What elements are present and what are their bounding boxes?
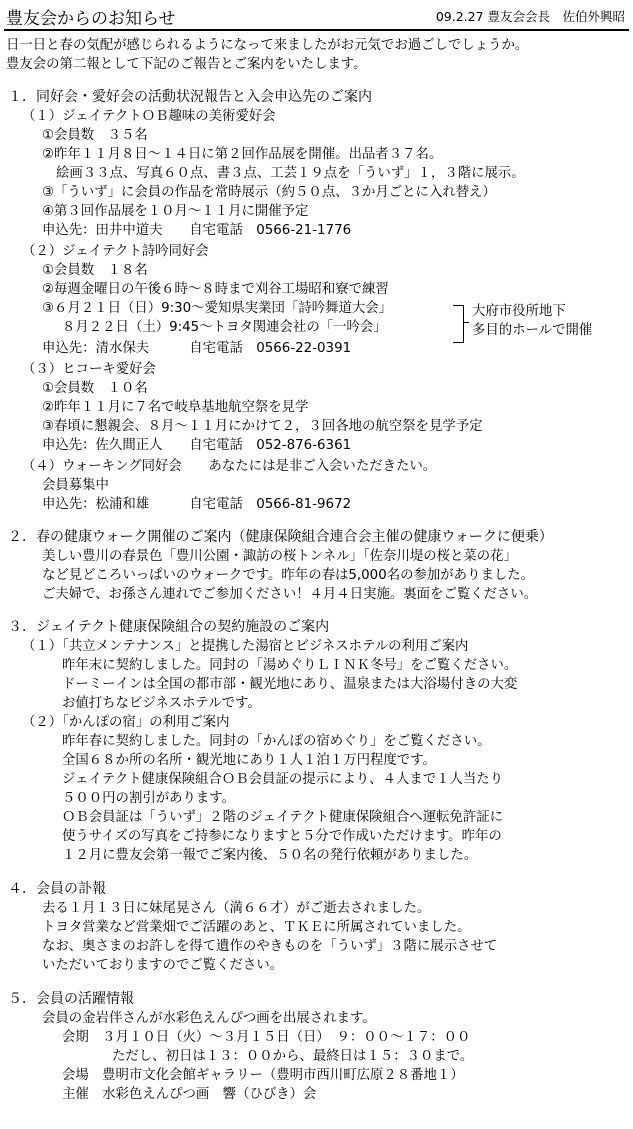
section-heading: １．同好会・愛好会の活動状況報告と入会申込先のご案内: [8, 89, 372, 105]
text-line: 会員の金岩伴さんが水彩色えんぴつ画を出展されます。: [42, 1011, 376, 1026]
text-line: 去る１月１３日に妹尾晃さん（満６６才）がご逝去されました。: [42, 901, 431, 916]
text-line: ②昨年１１月８日～１４日に第２回作品展を開催。出品者３７名。: [42, 147, 443, 162]
text-line: ドーミーインは全国の都市部・観光地にあり、温泉または大浴場付きの大変: [62, 677, 518, 692]
text-line: ８月２２日（土）9:45～トヨタ関連会社の「一吟会」: [62, 320, 387, 335]
text-line: 美しい豊川の春景色「豊川公園・諏訪の桜トンネル」「佐奈川堤の桜と菜の花」: [42, 549, 517, 564]
text-line: など見どころいっぱいのウォークです。昨年の春は5,000名の参加がありました。: [42, 568, 535, 583]
text-line: 会員募集中: [42, 478, 109, 493]
text-line: ①会員数 １０名: [42, 381, 148, 396]
text-line: 申込先：松浦和雄 自宅電話 0566-81-9672: [42, 497, 352, 512]
text-line: 豊友会の第二報として下記のご報告とご案内をいたします。: [6, 57, 367, 72]
text-line: 申込先：佐久間正人 自宅電話 052-876-6361: [42, 438, 352, 453]
text-line: ②毎週金曜日の午後６時～８時まで刈谷工場昭和寮で練習: [42, 282, 389, 297]
bracket-tick: [463, 322, 469, 323]
text-line: （２）「かんぽの宿」の利用ご案内: [22, 715, 230, 730]
text-line: 昨年春に契約しました。同封の「かんぽの宿めぐり」をご覧ください。: [62, 734, 491, 749]
text-line: １２月に豊友会第一報でご案内後、５０名の発行依頼がありました。: [62, 848, 478, 863]
text-line: お値打ちなビジネスホテルです。: [62, 696, 261, 711]
text-line: ただし、初日は１３：００から、最終日は１５：３０まで。: [112, 1049, 474, 1064]
text-line: （１）ジェイテクトＯＢ趣味の美術愛好会: [22, 109, 276, 124]
text-line: ①会員数 ３５名: [42, 128, 148, 143]
text-line: 多目的ホールで開催: [472, 323, 593, 338]
text-line: （２）ジェイテクト詩吟同好会: [22, 244, 209, 259]
page-title: 豊友会からのお知らせ: [6, 9, 176, 29]
header-rule: [4, 29, 629, 31]
text-line: 全国６８か所の名所・観光地にあり１人１泊１万円程度です。: [62, 753, 436, 768]
text-line: ③春頃に懇親会、８月～１１月にかけて２，３回各地の航空祭を見学予定: [42, 419, 483, 434]
text-line: ①会員数 １８名: [42, 263, 148, 278]
text-line: ５００円の割引があります。: [62, 791, 236, 806]
section-heading: ５．会員の活躍情報: [8, 991, 134, 1007]
text-line: 絵画３３点、写真６０点、書３点、工芸１９点を「ういず」１，３階に展示。: [56, 166, 525, 181]
section-heading: ２．春の健康ウォーク開催のご案内（健康保険組合連合会主催の健康ウォークに便乗）: [8, 529, 553, 545]
text-line: ジェイテクト健康保険組合ＯＢ会員証の提示により、４人まで１人当たり: [62, 772, 504, 787]
text-line: 昨年末に契約しました。同封の「湯めぐりＬＩＮＫ冬号」をご覧ください。: [62, 658, 518, 673]
text-line: いただいておりますのでご覧ください。: [42, 958, 284, 973]
text-line: （４）ウォーキング同好会 あなたには是非ご入会いただきたい。: [22, 459, 437, 474]
text-line: 会場 豊明市文化会館ギャラリー（豊明市西川町広原２８番地１）: [62, 1068, 464, 1083]
text-line: なお、奥さまのお許しを得て遺作のやきものを「ういず」３階に展示させて: [42, 939, 498, 954]
text-line: ③６月２１日（日）9:30～愛知県実業団「詩吟舞道大会」: [42, 301, 393, 316]
text-line: 大府市役所地下: [472, 304, 566, 319]
text-line: 使うサイズの写真をご持参になりますと５分で作成いただけます。昨年の: [62, 829, 502, 844]
text-line: ③「ういず」に会員の作品を常時展示（約５０点、３か月ごとに入れ替え）: [42, 185, 496, 200]
text-line: 主催 水彩色えんぴつ画 響（ひびき）会: [62, 1087, 317, 1102]
bracket-shape: [453, 305, 464, 343]
text-line: 申込先：清水保夫 自宅電話 0566-22-0391: [42, 341, 352, 356]
text-line: ②昨年１１月に７名で岐阜基地航空祭を見学: [42, 400, 309, 415]
text-line: ご夫婦で、お孫さん連れでご参加ください！４月４日実施。裏面をご覧ください。: [42, 587, 538, 602]
text-line: 日一日と春の気配が感じられるようになって来ましたがお元気でお過ごしでしょうか。: [6, 38, 529, 53]
date-author: 09.2.27 豊友会会長 佐伯外興昭: [435, 9, 625, 24]
text-line: （３）ヒコーキ愛好会: [22, 362, 156, 377]
text-line: 会期 ３月１０日（火）～３月１５日（日） ９：００～１７：００: [62, 1030, 471, 1045]
text-line: （１）「共立メンテナンス」と提携した湯宿とビジネスホテルの利用ご案内: [22, 639, 469, 654]
section-heading: ４．会員の訃報: [8, 881, 106, 897]
section-heading: ３．ジェイテクト健康保険組合の契約施設のご案内: [8, 619, 330, 635]
text-line: ④第３回作品展を１０月～１１月に開催予定: [42, 204, 309, 219]
text-line: ＯＢ会員証は「ういず」２階のジェイテクト健康保険組合へ運転免許証に: [62, 810, 504, 825]
text-line: 申込先：田井中道夫 自宅電話 0566-21-1776: [42, 223, 352, 238]
text-line: トヨタ営業など営業畑でご活躍のあと、ＴＫＥに所属されていました。: [42, 920, 471, 935]
